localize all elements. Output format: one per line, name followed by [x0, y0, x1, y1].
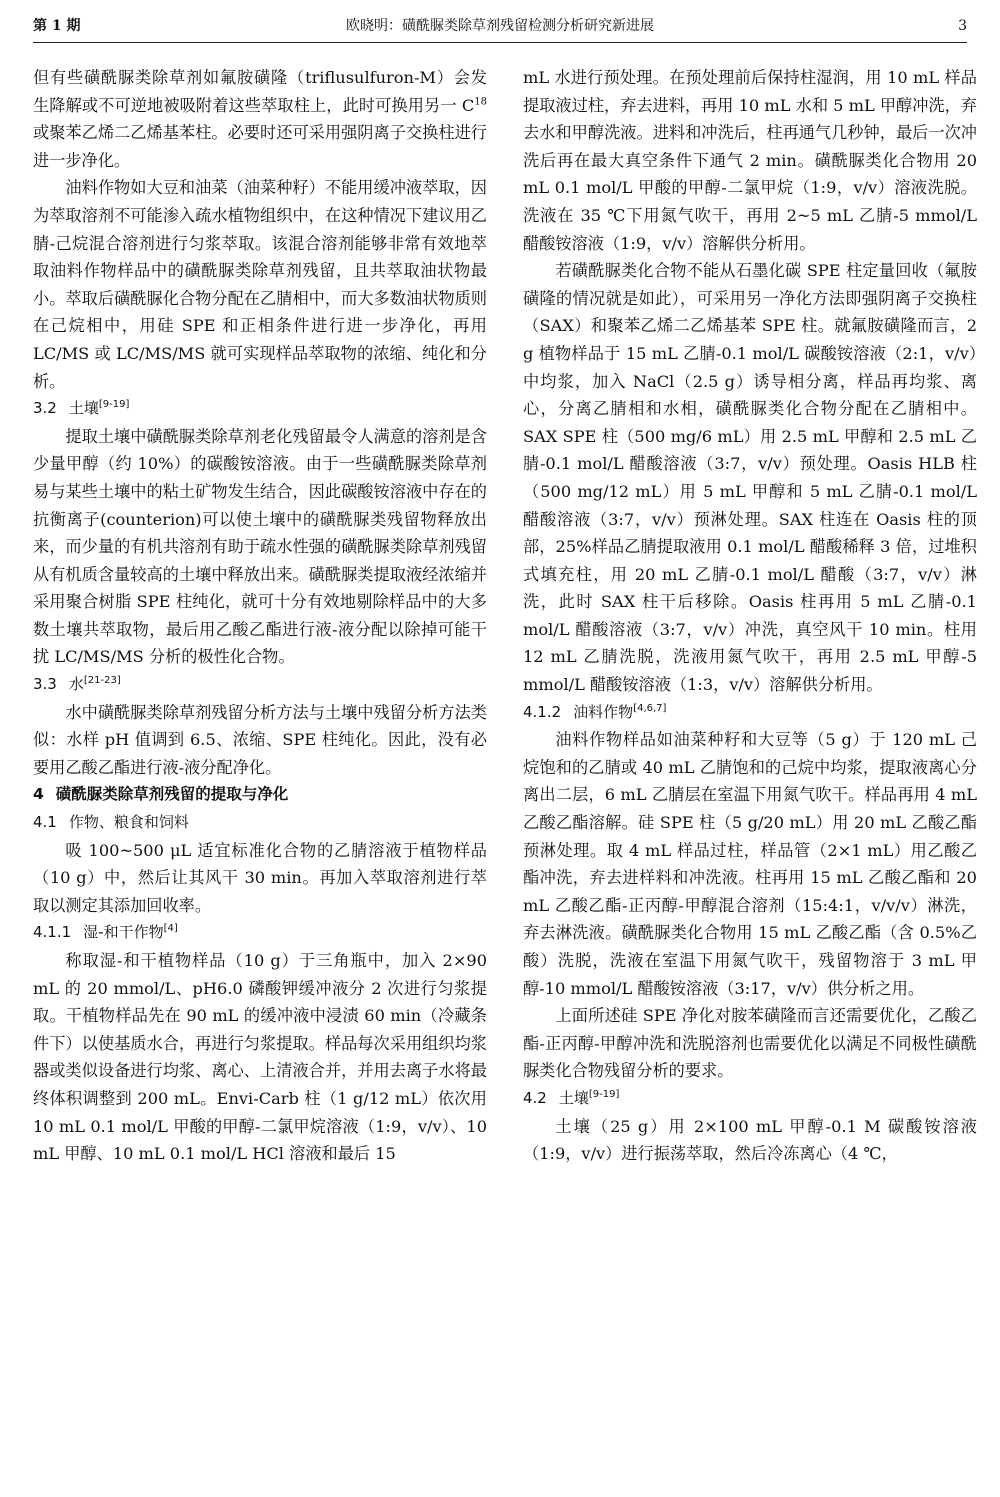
paragraph: 若磺酰脲类化合物不能从石墨化碳 SPE 柱定量回收（氟胺磺隆的情况就是如此），可采用另一净化方法即强阴离子交换柱（SAX）和聚苯乙烯二乙烯基苯 SPE 柱。就氟胺磺隆而言，2 g 植物样品于 15 mL 乙腈-0.1 mol/L 碳酸铵溶液（2:1，v/v）中均浆，加入 NaCl（2.5 g）诱导相分离，样品再均浆、离心，分离乙腈相和水相，磺酰脲类化合物分配在乙腈相中。SAX SPE 柱（500 mg/6 mL）用 2.5 mL 甲醇和 2.5 mL 乙腈-0.1 mol/L 醋酸溶液（3:7，v/v）预处理。Oasis HLB 柱（500 mg/12 mL）用 5 mL 甲醇和 5 mL 乙腈-0.1 mol/L 醋酸溶液（3:7，v/v）预淋处理。SAX 柱连在 Oasis 柱的顶部，25%样品乙腈提取液用 0.1 mol/L 醋酸稀释 3 倍，过堆积式填充柱，用 20 mL 乙腈-0.1 mol/L 醋酸（3:7，v/v）淋洗，此时 SAX 柱干后移除。Oasis 柱再用 5 mL 乙腈-0.1 mol/L 醋酸溶液（3:7，v/v）冲洗，真空风干 10 min。柱用 12 mL 乙腈洗脱，洗液用氮气吹干，再用 2.5 mL 甲醇-5 mmol/L 醋酸铵溶液（1:3，v/v）溶解供分析用。 [523, 261, 977, 695]
paragraph: 水中磺酰脲类除草剂残留分析方法与土壤中残留分析方法类似：水样 pH 值调到 6.5、浓缩、SPE 柱纯化。因此，没有必要用乙酸乙酯进行液-液分配净化。 [33, 702, 487, 777]
paragraph: 称取湿-和干植物样品（10 g）于三角瓶中，加入 2×90 mL 的 20 mmol/L、pH6.0 磷酸钾缓冲液分 2 次进行匀浆提取。干植物样品先在 90 mL 的缓冲液中浸渍 60 min（冷藏条件下）以使基质水合，再进行匀浆提取。样品每次采用组织均浆器或类似设备进行均浆、离心、上清液合并，并用去离子水将最终体积调整到 200 mL。Envi-Carb 柱（1 g/12 mL）依次用 10 mL 0.1 mol/L 甲酸的甲醇-二氯甲烷溶液（1:9，v/v）、10 mL 甲醇、10 mL 0.1 mol/L HCl 溶液和最后 15 [33, 951, 487, 1164]
paragraph: 但有些磺酰脲类除草剂如氟胺磺隆（triflusulfuron-M）会发生降解或不可逆地被吸附着这些萃取柱上，此时可换用另一 $C^{18}$ 或聚苯乙烯二乙烯基苯柱。必要时还可采用强阴离子交换柱进行进一步净化。 [33, 68, 487, 170]
paragraph: 油料作物样品如油菜种籽和大豆等（5 g）于 120 mL 己烷饱和的乙腈或 40 mL 乙腈饱和的己烷中均浆，提取液离心分离出二层，6 mL 乙腈层在室温下用氮气吹干。样品再用 4 mL 乙酸乙酯溶解。硅 SPE 柱（5 g/20 mL）用 20 mL 乙酸乙酯预淋处理。取 4 mL 样品过柱，样品管（2×1 mL）用乙酸乙酯冲洗，弃去进样料和冲洗液。柱再用 15 mL 乙酸乙酯和 20 mL 乙酸乙酯-正丙醇-甲醇混合溶剂（15:4:1，v/v/v）淋洗，弃去淋洗液。磺酰脲类化合物用 15 mL 乙酸乙酯（含 0.5%乙酸）洗脱，洗液在室温下用氮气吹干，残留物溶于 3 mL 甲醇-10 mmol/L 醋酸铵溶液（3:17，v/v）供分析之用。 [523, 730, 977, 998]
header-rule [33, 42, 967, 43]
section-heading-3-2: 3.2 土壤[9-19] [33, 399, 130, 418]
page-number: 3 [958, 18, 967, 34]
paragraph: 土壤（25 g）用 2×100 mL 甲醇-0.1 M 碳酸铵溶液（1:9，v/v）进行振荡萃取，然后冷冻离心（4 ℃， [523, 1116, 977, 1164]
section-heading-4-1-2: 4.1.2 油料作物[4,6,7] [523, 702, 667, 721]
paragraph: 提取土壤中磺酰脲类除草剂老化残留最令人满意的溶剂是含少量甲醇（约 10%）的碳酸铵溶液。由于一些磺酰脲类除草剂易与某些土壤中的粘土矿物发生结合，因此碳酸铵溶液中存在的抗衡离子(counterion)可以使土壤中的磺酰脲类残留物释放出来，而少量的有机共溶剂有助于疏水性强的磺酰脲类除草剂残留从有机质含量较高的土壤中释放出来。磺酰脲类提取液经浓缩并采用聚合树脂 SPE 柱纯化，就可十分有效地剔除样品中的大多数土壤共萃取物，最后用乙酸乙酯进行液-液分配以除掉可能干扰 LC/MS/MS 分析的极性化合物。 [33, 426, 487, 667]
paragraph: mL 水进行预处理。在预处理前后保持柱湿润，用 10 mL 样品提取液过柱，弃去进料，再用 10 mL 水和 5 mL 甲醇冲洗，弃去水和甲醇洗液。进料和冲洗后，柱再通气几秒钟，最后一次冲洗后再在最大真空条件下通气 2 min。磺酰脲类化合物用 20 mL 0.1 mol/L 甲酸的甲醇-二氯甲烷（1:9，v/v）溶液洗脱。洗液在 35 ℃下用氮气吹干，再用 2~5 mL 乙腈-5 mmol/L 醋酸铵溶液（1:9，v/v）溶解供分析用。 [523, 68, 977, 253]
section-heading-3-3: 3.3 水[21-23] [33, 675, 121, 694]
section-heading-4-2: 4.2 土壤[9-19] [523, 1088, 620, 1107]
right-column [523, 64, 977, 1168]
paragraph: 上面所述硅 SPE 净化对胺苯磺隆而言还需要优化，乙酸乙酯-正丙醇-甲醇冲洗和洗脱溶剂也需要优化以满足不同极性磺酰脲类化合物残留分析的要求。 [523, 1006, 977, 1081]
section-heading-4: 4 磺酰脲类除草剂残留的提取与净化 [33, 785, 289, 804]
paragraph: 油料作物如大豆和油菜（油菜种籽）不能用缓冲液萃取，因为萃取溶剂不可能渗入疏水植物组织中，在这种情况下建议用乙腈-己烷混合溶剂进行匀浆萃取。该混合溶剂能够非常有效地萃取油料作物样品中的磺酰脲类除草剂残留，且共萃取油状物最小。萃取后磺酰脲化合物分配在乙腈相中，而大多数油状物质则在己烷相中，用硅 SPE 和正相条件进行进一步净化，再用 LC/MS 或 LC/MS/MS 就可实现样品萃取物的浓缩、纯化和分析。 [33, 178, 487, 391]
section-heading-4-1: 4.1 作物、粮食和饲料 [33, 813, 189, 832]
left-column [33, 64, 487, 1168]
section-heading-4-1-1: 4.1.1 湿-和干作物[4] [33, 923, 178, 942]
running-header [33, 12, 967, 40]
issue-label: 第 1 期 [33, 18, 81, 34]
running-title: 欧晓明：磺酰脲类除草剂残留检测分析研究新进展 [346, 18, 654, 34]
paragraph: 吸 100~500 μL 适宜标准化合物的乙腈溶液于植物样品（10 g）中，然后让其风干 30 min。再加入萃取溶剂进行萃取以测定其添加回收率。 [33, 840, 487, 915]
